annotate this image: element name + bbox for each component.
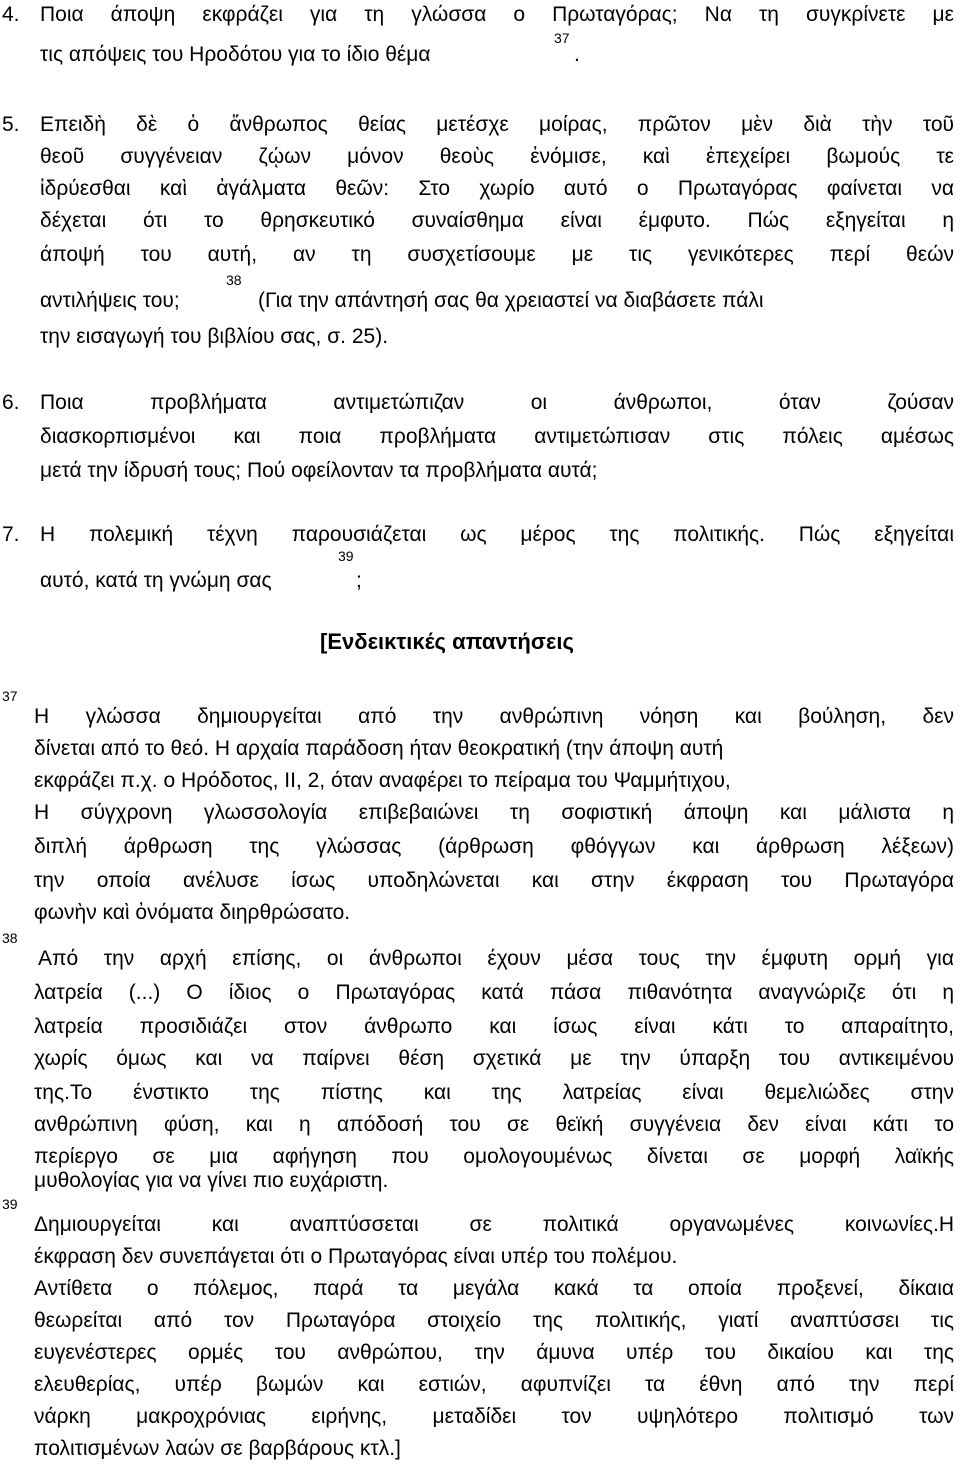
footnote-line: λατρεία προσιδιάζει στον άνθρωπο και ίσως είναι κάτι το απαραίτητο, [34, 1015, 954, 1038]
answers-heading: [Ενδεικτικές απαντήσεις [320, 629, 574, 654]
question-5-line: αντιλήψεις του; [40, 289, 180, 312]
footnote-line: ευγενέστερες ορμές του ανθρώπου, την άμυνα υπέρ του δικαίου και της [34, 1341, 954, 1364]
question-7-line: αυτό, κατά τη γνώμη σας [40, 569, 272, 592]
question-4-line-end: . [574, 43, 580, 66]
question-5-line: ἱδρύεσθαι καὶ ἀγάλματα θεῶν: Στο χωρίο αυτό ο Πρωταγόρας φαίνεται να [40, 177, 954, 200]
footnote-38-number: 38 [2, 930, 18, 946]
question-6-line: διασκορπισμένοι και ποια προβλήματα αντιμετώπισαν στις πόλεις αμέσως [40, 425, 954, 448]
question-6-line: Ποια προβλήματα αντιμετώπιζαν οι άνθρωποι, όταν ζούσαν [40, 391, 954, 414]
footnote-line: Αντίθετα ο πόλεμος, παρά τα μεγάλα κακά τα οποία προξενεί, δίκαια [34, 1277, 954, 1300]
question-5-line: δέχεται ότι το θρησκευτικό συναίσθημα είναι έμφυτο. Πώς εξηγείται η [40, 209, 954, 232]
question-4-line: Ποια άποψη εκφράζει για τη γλώσσα ο Πρωταγόρας; Να τη συγκρίνετε με [40, 3, 954, 26]
footnote-line: διπλή άρθρωση της γλώσσας (άρθρωση φθόγγων και άρθρωση λέξεων) [34, 835, 954, 858]
footnote-line: λατρεία (...) Ο ίδιος ο Πρωταγόρας κατά πάσα πιθανότητα αναγνώριζε ότι η [34, 981, 954, 1004]
question-6-number: 6. [2, 391, 20, 414]
question-4-line: τις απόψεις του Ηροδότου για το ίδιο θέμα [40, 43, 431, 66]
footnote-line: Η γλώσσα δημιουργείται από την ανθρώπινη νόηση και βούληση, δεν [34, 705, 954, 728]
footnote-ref-37: 37 [554, 30, 570, 46]
question-7-line: ; [356, 569, 362, 592]
question-5-line: άποψή του αυτή, αν τη συσχετίσουμε με τις γενικότερες περί θεών [40, 243, 954, 266]
footnote-line: χωρίς όμως και να παίρνει θέση σχετικά με την ύπαρξη του αντικειμένου [34, 1047, 954, 1070]
question-5-number: 5. [2, 113, 20, 136]
question-5-line: την εισαγωγή του βιβλίου σας, σ. 25). [40, 325, 389, 348]
footnote-line: Από την αρχή επίσης, οι άνθρωποι έχουν μέσα τους την έμφυτη ορμή για [38, 947, 954, 970]
question-6-line: μετά την ίδρυσή τους; Πού οφείλονταν τα προβλήματα αυτά; [40, 459, 598, 482]
footnote-line: Δημιουργείται και αναπτύσσεται σε πολιτικά οργανωμένες κοινωνίες.Η [34, 1213, 954, 1236]
footnote-line: πολιτισμένων λαών σε βαρβάρους κτλ.] [34, 1437, 401, 1460]
footnote-line: εκφράζει π.χ. ο Ηρόδοτος, ΙΙ, 2, όταν αναφέρει το πείραμα του Ψαμμήτιχου, [34, 769, 731, 792]
question-4-number: 4. [2, 3, 20, 26]
question-7-line: Η πολεμική τέχνη παρουσιάζεται ως μέρος της πολιτικής. Πώς εξηγείται [40, 523, 954, 546]
footnote-line: της.Το ένστικτο της πίστης και της λατρείας είναι θεμελιώδες στην [34, 1081, 954, 1104]
footnote-ref-38: 38 [226, 272, 242, 288]
question-7-number: 7. [2, 523, 20, 546]
footnote-line: θεωρείται από τον Πρωταγόρα στοιχείο της πολιτικής, γιατί αναπτύσσει τις [34, 1309, 954, 1332]
question-5-line: θεοῦ συγγένειαν ζῴων μόνον θεοὺς ἐνόμισε, καὶ ἐπεχείρει βωμούς τε [40, 145, 954, 168]
footnote-line: ανθρώπινη φύση, και η απόδοσή του σε θεϊκή συγγένεια δεν είναι κάτι το [34, 1113, 954, 1136]
footnote-line: περίεργο σε μια αφήγηση που ομολογουμένως δίνεται σε μορφή λαϊκής [34, 1145, 954, 1168]
footnote-ref-39: 39 [338, 548, 354, 564]
footnote-line: δίνεται από το θεό. Η αρχαία παράδοση ήταν θεοκρατική (την άποψη αυτή [34, 737, 724, 760]
footnote-line: έκφραση δεν συνεπάγεται ότι ο Πρωταγόρας είναι υπέρ του πολέμου. [34, 1245, 678, 1268]
footnote-line: ελευθερίας, υπέρ βωμών και εστιών, αφυπνίζει τα έθνη από την περί [34, 1373, 954, 1396]
question-5-line: Επειδὴ δὲ ὁ ἄνθρωπος θείας μετέσχε μοίρας, πρῶτον μὲν διὰ τὴν τοῦ [40, 113, 954, 136]
footnote-line: μυθολογίας για να γίνει πιο ευχάριστη. [34, 1169, 389, 1192]
footnote-line: νάρκη μακροχρόνιας ειρήνης, μεταδίδει τον υψηλότερο πολιτισμό των [34, 1405, 954, 1428]
question-5-line: (Για την απάντησή σας θα χρειαστεί να διαβάσετε πάλι [258, 289, 764, 312]
footnote-line: την οποία ανέλυσε ίσως υποδηλώνεται και στην έκφραση του Πρωταγόρα [34, 869, 954, 892]
footnote-line: φωνὴν καὶ ὀνόματα διηρθρώσατο. [34, 901, 351, 924]
footnote-37-number: 37 [2, 688, 18, 704]
footnote-39-number: 39 [2, 1196, 18, 1212]
footnote-line: Η σύγχρονη γλωσσολογία επιβεβαιώνει τη σοφιστική άποψη και μάλιστα η [34, 801, 954, 824]
